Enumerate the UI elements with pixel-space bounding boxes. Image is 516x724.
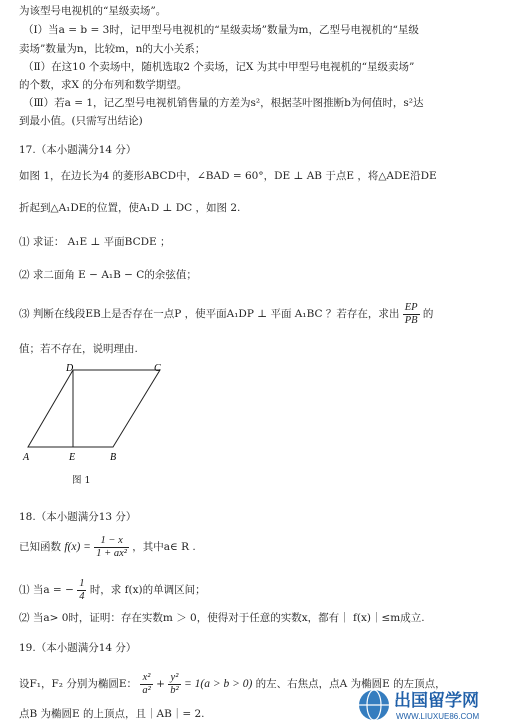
- text-line: 卖场”数量为n，比较m，n的大小关系；: [19, 43, 206, 55]
- fraction-denominator: 1 + ax²: [96, 547, 127, 559]
- text-line-with-fraction: [19, 578, 206, 602]
- function-lhs: f(x) =: [64, 541, 91, 554]
- section-heading-18: 18.（本小题满分13 分）: [19, 511, 137, 523]
- vertex-label-c: C: [154, 363, 161, 374]
- fraction-one-quarter: [77, 578, 86, 602]
- text-line: （Ⅲ）若a = 1，记乙型号电视机销售量的方差为s²，根据茎叶图推断b为何值时，s²达: [23, 97, 424, 109]
- fraction-numerator: EP: [404, 302, 418, 313]
- text-line: ⑵ 求二面角 E − A₁B − C的余弦值；: [19, 269, 197, 281]
- text-segment: 时，求 f(x)的单调区间；: [89, 584, 206, 597]
- figure-caption: 图 1: [72, 475, 91, 486]
- text-line: 为该型号电视机的“星级卖场”。: [19, 5, 167, 17]
- fraction-denominator: a²: [142, 684, 151, 696]
- watermark-cn-text: 出国留学网: [394, 691, 479, 711]
- vertex-label-d: D: [66, 363, 74, 374]
- text-line: ⑵ 当a> 0时，证明：存在实数m ＞ 0，使得对于任意的实数x，都有｜ f(x)｜≤m成立.: [19, 612, 425, 624]
- fraction-denominator: b²: [170, 684, 179, 696]
- text-line: 如图 1，在边长为4 的菱形ABCD中，∠BAD = 60°，DE ⊥ AB 于点E ，将△ADE沿DE: [19, 170, 437, 182]
- text-line: 到最小值。(只需写出结论): [19, 115, 143, 127]
- fraction-numerator: 1: [79, 578, 85, 589]
- fraction-y-squared: [168, 672, 180, 696]
- section-heading-17: 17.（本小题满分14 分）: [19, 144, 137, 156]
- fraction-numerator: x²: [140, 672, 152, 685]
- text-segment: ⑶ 判断在线段EB上是否存在一点P ，使平面A₁DP ⊥ 平面 A₁BC ？若存在，求出: [19, 308, 400, 321]
- fraction-x-squared: [140, 672, 152, 696]
- section-heading-19: 19.（本小题满分14 分）: [19, 642, 137, 654]
- fraction-numerator: 1 − x: [94, 535, 129, 548]
- text-line: 值；若不存在，说明理由.: [19, 343, 138, 355]
- text-line: （Ⅱ）在这10 个卖场中，随机选取2 个卖场，记X 为其中甲型号电视机的“星级卖场”: [23, 61, 415, 73]
- watermark-en-text: WWW.LIUXUE86.COM: [396, 712, 480, 721]
- text-line: ⑴ 求证： A₁E ⊥ 平面BCDE ；: [19, 236, 171, 248]
- vertex-label-e: E: [69, 452, 76, 462]
- text-line-with-fraction: [19, 302, 433, 326]
- site-watermark: [356, 686, 516, 724]
- plus-sign: +: [156, 678, 165, 691]
- text-line-with-function: [19, 535, 196, 559]
- rhombus-outline: [28, 370, 160, 447]
- text-line: 点B 为椭圆E 的上顶点，且｜AB｜= 2.: [19, 708, 205, 720]
- fraction-denominator: 4: [79, 590, 85, 602]
- text-segment: ，其中a∈ R .: [132, 541, 196, 554]
- rhombus-figure: [18, 362, 168, 462]
- text-segment: 的: [422, 308, 434, 321]
- text-segment: 的左、右焦点，点A 为椭圆E 的左顶点，: [255, 678, 446, 691]
- text-line: 折起到△A₁DE的位置，使A₁D ⊥ DC ，如图 2.: [19, 202, 241, 214]
- text-segment: 已知函数: [19, 541, 61, 554]
- text-line: 的个数，求X 的分布列和数学期望。: [19, 79, 188, 91]
- fraction-function: [94, 535, 129, 559]
- ellipse-rhs: = 1(a > b > 0): [184, 678, 253, 691]
- text-line: （Ⅰ）当a = b = 3时，记甲型号电视机的“星级卖场”数量为m，乙型号电视机的“星级: [23, 24, 419, 36]
- fraction-numerator: y²: [168, 672, 180, 685]
- fraction-denominator: PB: [404, 314, 418, 326]
- text-segment: 设F₁，F₂ 分别为椭圆E：: [19, 678, 137, 691]
- text-segment: ⑴ 当a = −: [19, 584, 74, 597]
- fraction-ep-pb: [403, 302, 420, 326]
- vertex-label-b: B: [110, 452, 117, 462]
- vertex-label-a: A: [23, 452, 30, 462]
